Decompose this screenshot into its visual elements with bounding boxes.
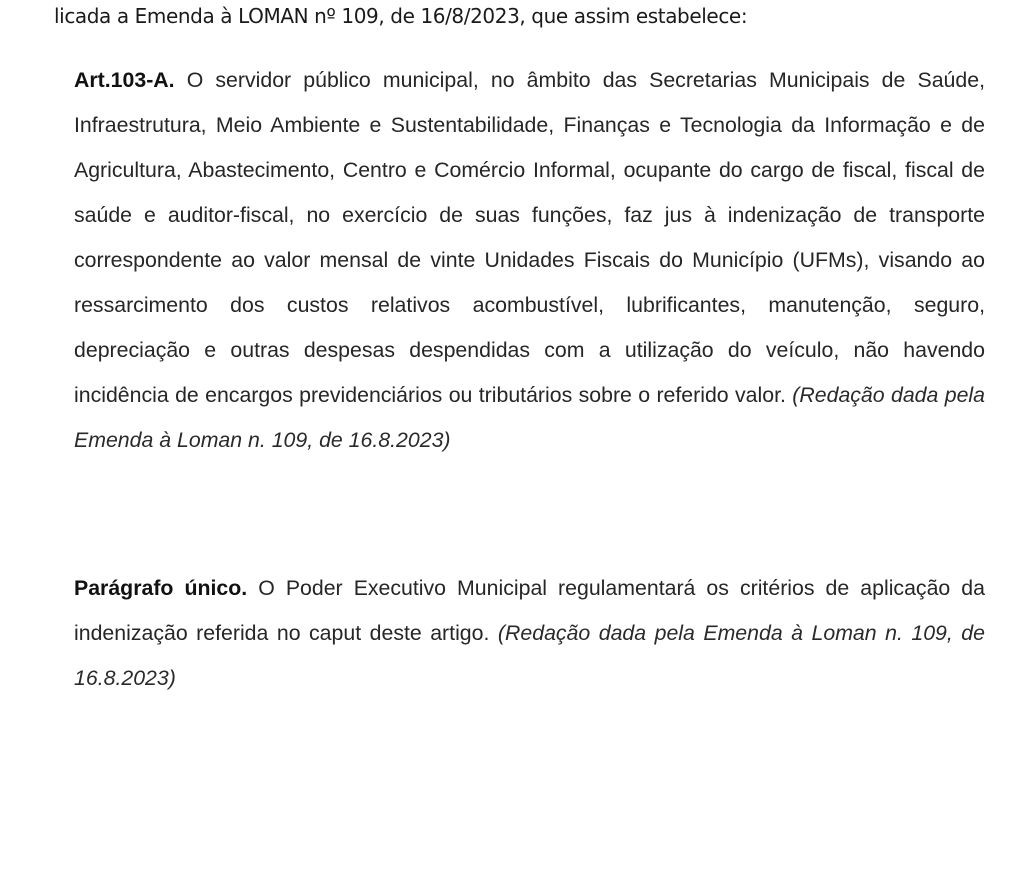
article-label: Art.103-A. <box>74 68 175 92</box>
sole-paragraph <box>74 566 985 701</box>
article-text: O servidor público municipal, no âmbito das Secretarias Municipais de Saúde, Infraestrutura, Meio Ambiente e Sustentabilidade, Finanças e Tecnologia da Informação e de Agricultura, Abastecimento, Centro e Comércio Informal, ocupante do cargo de fiscal, fiscal de saúde e auditor-fiscal, no exercício de suas funções, faz jus à indenização de transporte correspondente ao valor mensal de vinte Unidades Fiscais do Município (UFMs), visando ao ressarcimento dos custos relativos acombustível, lubrificantes, manutenção, seguro, depreciação e outras despesas despendidas com a utilização do veículo, não havendo incidência de encargos previdenciários ou tributários sobre o referido valor. <box>74 68 985 407</box>
article-103-a <box>74 58 985 463</box>
paragraph-label: Parágrafo único. <box>74 576 248 600</box>
intro-line <box>0 0 1024 34</box>
intro-text: licada a Emenda à LOMAN nº 109, de 16/8/2023, que assim estabelece: <box>54 4 748 28</box>
article-amendment-note: (Redação dada pela Emenda à Loman n. 109, de 16.8.2023) <box>74 383 985 452</box>
paragraph-text: O Poder Executivo Municipal regulamentará os critérios de aplicação da indenização referida no caput deste artigo. <box>74 576 985 645</box>
paragraph-amendment-note: (Redação dada pela Emenda à Loman n. 109, de 16.8.2023) <box>74 621 985 690</box>
